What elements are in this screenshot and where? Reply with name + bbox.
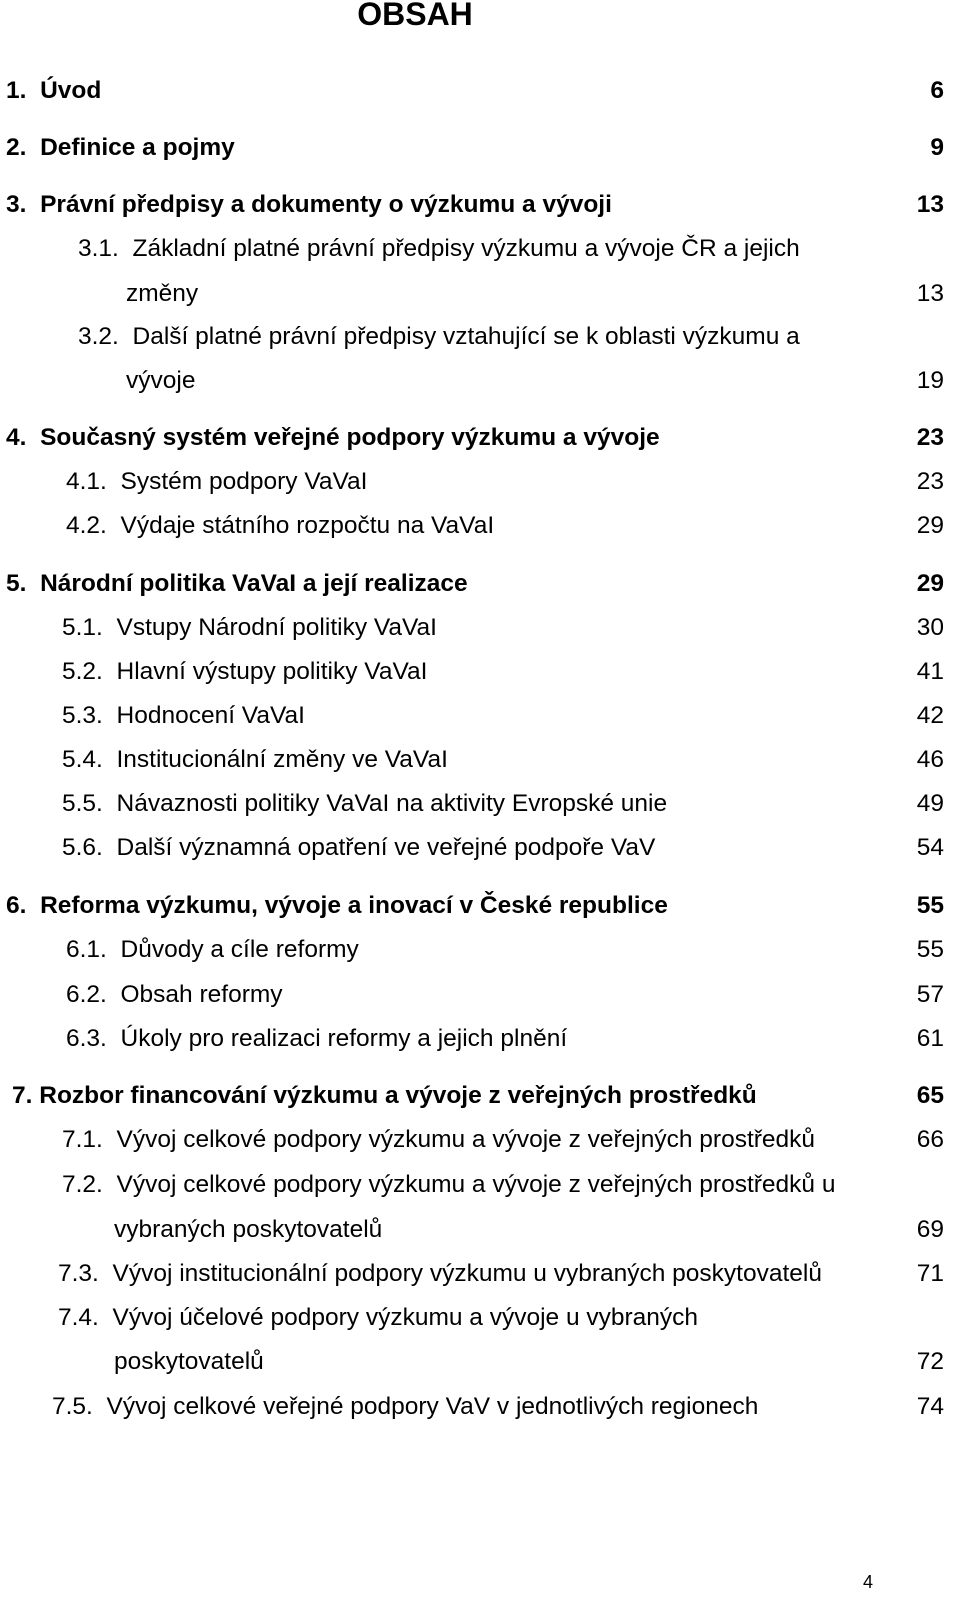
toc-number: 3.2. [78, 323, 119, 350]
toc-number: 3.1. [78, 235, 119, 262]
toc-title: Vývoj institucionální podpory výzkumu u vybraných poskytovatelů [112, 1260, 822, 1287]
toc-title: Základní platné právní předpisy výzkumu a vývoje ČR a jejich [132, 235, 800, 262]
toc-page: 69 [916, 1216, 944, 1243]
toc-page: 72 [916, 1348, 944, 1375]
toc-entry-4-2 [66, 511, 494, 541]
toc-page: 6 [930, 77, 944, 104]
toc-page: 74 [916, 1393, 944, 1420]
toc-entry-7-2 [62, 1170, 836, 1200]
toc-number: 7.2. [62, 1171, 103, 1198]
toc-number: 5.4. [62, 746, 103, 773]
toc-entry-6-1 [66, 935, 359, 965]
toc-page: 30 [916, 614, 944, 641]
toc-page: 13 [916, 280, 944, 307]
toc-entry-2 [6, 133, 235, 163]
page-number: 4 [862, 1572, 873, 1592]
toc-entry-6-3 [66, 1024, 567, 1054]
toc-page: 13 [916, 191, 944, 218]
toc-entry-5-1 [62, 613, 437, 643]
toc-number: 1. [6, 77, 27, 104]
toc-title: Úkoly pro realizaci reformy a jejich plnění [120, 1025, 568, 1052]
toc-title-continued: vývoje [126, 367, 196, 394]
toc-entry-3 [6, 190, 612, 220]
toc-entry-5-6 [62, 833, 655, 863]
toc-entry-4 [6, 423, 660, 453]
toc-entry-5 [6, 569, 468, 599]
toc-entry-5-3 [62, 701, 305, 731]
toc-title: Vývoj celkové podpory výzkumu a vývoje z veřejných prostředků u [116, 1171, 836, 1198]
toc-entry-6-2 [66, 980, 283, 1010]
toc-number: 7.5. [52, 1393, 93, 1420]
toc-title: Rozbor financování výzkumu a vývoje z veřejných prostředků [39, 1082, 757, 1109]
toc-page: 29 [916, 570, 944, 597]
toc-page: 42 [916, 702, 944, 729]
toc-title: Vývoj účelové podpory výzkumu a vývoje u vybraných [112, 1304, 699, 1331]
toc-title: Definice a pojmy [40, 134, 235, 161]
toc-title: Hlavní výstupy politiky VaVaI [116, 658, 428, 685]
toc-entry-7-1 [62, 1125, 815, 1155]
toc-page: 49 [916, 790, 944, 817]
toc-title: Systém podpory VaVaI [120, 468, 368, 495]
toc-page: 55 [916, 892, 944, 919]
toc-title: Současný systém veřejné podpory výzkumu a vývoje [40, 424, 660, 451]
toc-title: Institucionální změny ve VaVaI [116, 746, 448, 773]
toc-title: Další platné právní předpisy vztahující se k oblasti výzkumu a [132, 323, 800, 350]
toc-number: 2. [6, 134, 27, 161]
toc-number: 7.3. [58, 1260, 99, 1287]
toc-number: 5.5. [62, 790, 103, 817]
toc-entry-5-2 [62, 657, 427, 687]
toc-title: Důvody a cíle reformy [120, 936, 359, 963]
toc-title: Obsah reformy [120, 981, 283, 1008]
toc-page: 23 [916, 468, 944, 495]
toc-title: Vývoj celkové podpory výzkumu a vývoje z veřejných prostředků [116, 1126, 816, 1153]
toc-title: Vývoj celkové veřejné podpory VaV v jednotlivých regionech [106, 1393, 759, 1420]
toc-page: 57 [916, 981, 944, 1008]
toc-title: Reforma výzkumu, vývoje a inovací v České republice [40, 892, 668, 919]
toc-page: 71 [916, 1260, 944, 1287]
toc-title-continued: vybraných poskytovatelů [114, 1216, 383, 1243]
toc-entry-7-3 [58, 1259, 822, 1289]
toc-title: Výdaje státního rozpočtu na VaVaI [120, 512, 495, 539]
toc-page: 61 [916, 1025, 944, 1052]
toc-number: 6.2. [66, 981, 107, 1008]
toc-number: 6. [6, 892, 27, 919]
toc-number: 7. [12, 1082, 33, 1109]
toc-number: 6.3. [66, 1025, 107, 1052]
toc-number: 7.1. [62, 1126, 103, 1153]
toc-title-continued: poskytovatelů [114, 1348, 264, 1375]
toc-entry-3-1 [78, 234, 800, 264]
toc-number: 4.1. [66, 468, 107, 495]
toc-title: Návaznosti politiky VaVaI na aktivity Evropské unie [116, 790, 668, 817]
toc-entry-7 [12, 1081, 757, 1111]
toc-number: 5.2. [62, 658, 103, 685]
toc-title: Úvod [40, 77, 102, 104]
toc-number: 3. [6, 191, 27, 218]
toc-entry-5-4 [62, 745, 448, 775]
toc-title: Hodnocení VaVaI [116, 702, 305, 729]
toc-number: 6.1. [66, 936, 107, 963]
toc-title: Národní politika VaVaI a její realizace [40, 570, 468, 597]
toc-number: 5. [6, 570, 27, 597]
toc-page: 55 [916, 936, 944, 963]
toc-number: 7.4. [58, 1304, 99, 1331]
toc-page: 54 [916, 834, 944, 861]
toc-page: 23 [916, 424, 944, 451]
toc-page: 66 [916, 1126, 944, 1153]
toc-number: 5.6. [62, 834, 103, 861]
toc-entry-4-1 [66, 467, 367, 497]
toc-page: 19 [916, 367, 944, 394]
toc-number: 5.3. [62, 702, 103, 729]
toc-title-continued: změny [126, 280, 199, 307]
toc-page: 9 [930, 134, 944, 161]
toc-entry-7-5 [52, 1392, 758, 1422]
toc-title: Vstupy Národní politiky VaVaI [116, 614, 437, 641]
toc-entry-5-5 [62, 789, 667, 819]
toc-entry-3-2 [78, 322, 800, 352]
toc-number: 4. [6, 424, 27, 451]
toc-page: 65 [916, 1082, 944, 1109]
page-title: OBSAH [357, 0, 473, 32]
toc-title: Další významná opatření ve veřejné podpoře VaV [116, 834, 656, 861]
toc-entry-7-4 [58, 1303, 698, 1333]
toc-page: 46 [916, 746, 944, 773]
toc-title: Právní předpisy a dokumenty o výzkumu a vývoji [40, 191, 612, 218]
toc-number: 4.2. [66, 512, 107, 539]
toc-page: 29 [916, 512, 944, 539]
toc-number: 5.1. [62, 614, 103, 641]
toc-entry-1 [6, 76, 101, 106]
toc-entry-6 [6, 891, 668, 921]
toc-page: 41 [916, 658, 944, 685]
